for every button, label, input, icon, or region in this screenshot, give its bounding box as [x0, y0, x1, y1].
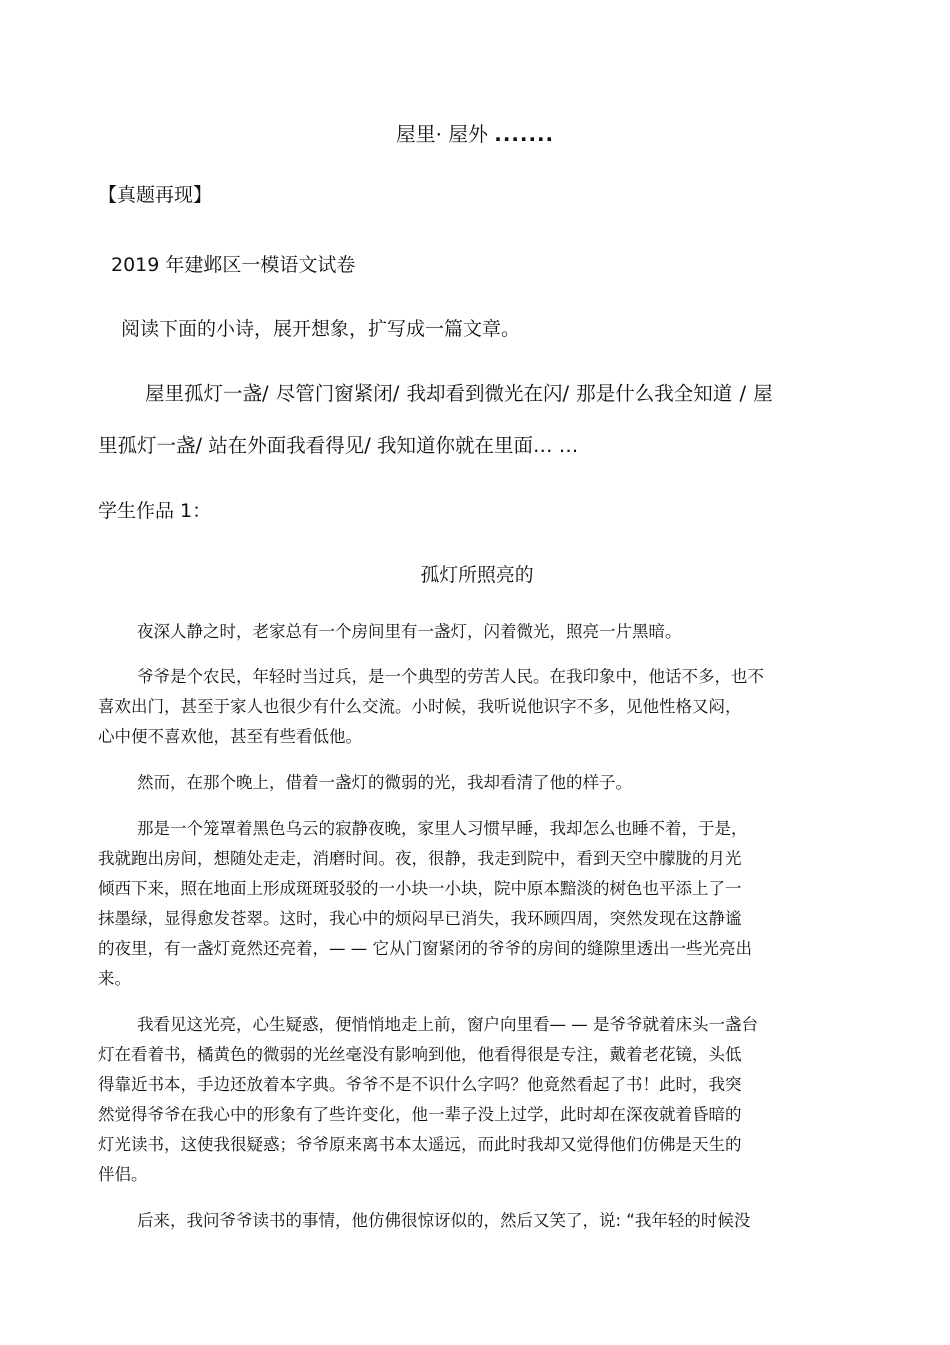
essay-line: 灯光读书，这使我很疑惑；爷爷原来离书本太遥远，而此时我却又觉得他们仿佛是天生的	[98, 1135, 742, 1154]
essay-line: 灯在看着书，橘黄色的微弱的光丝毫没有影响到他，他看得很是专注，戴着老花镜，头低	[98, 1045, 742, 1064]
essay-line: 那是一个笼罩着黑色乌云的寂静夜晚，家里人习惯早睡，我却怎么也睡不着，于是，	[137, 819, 748, 838]
essay-line: 我看见这光亮，心生疑惑，便悄悄地走上前，窗户向里看— — 是爷爷就着床头一盏台	[137, 1015, 758, 1034]
student-work-label: 学生作品 1：	[98, 500, 212, 522]
instruction: 阅读下面的小诗，展开想象，扩写成一篇文章。	[121, 318, 521, 340]
essay-title: 孤灯所照亮的	[420, 564, 534, 586]
poem-line: 里孤灯一盏/ 站在外面我看得见/ 我知道你就在里面… …	[98, 434, 579, 457]
essay-line: 后来，我问爷爷读书的事情，他仿佛很惊讶似的，然后又笑了，说: “我年轻的时候没	[137, 1211, 751, 1230]
essay-line: 的夜里，有一盏灯竟然还亮着，— — 它从门窗紧闭的爷爷的房间的缝隙里透出一些光亮出	[98, 939, 752, 958]
essay-line: 爷爷是个农民，年轻时当过兵，是一个典型的劳苦人民。在我印象中，他话不多，也不	[137, 667, 764, 686]
section-label: 【真题再现】	[98, 184, 213, 206]
document-title	[0, 118, 950, 147]
poem-line: 屋里孤灯一盏/ 尽管门窗紧闭/ 我却看到微光在闪/ 那是什么我全知道 / 屋	[145, 382, 773, 405]
essay-line: 来。	[98, 969, 131, 988]
essay-line: 得靠近书本，手边还放着本字典。爷爷不是不识什么字吗？他竟然看起了书！此时，我突	[98, 1075, 742, 1094]
essay-line: 我就跑出房间，想随处走走，消磨时间。夜，很静，我走到院中，看到天空中朦胧的月光	[98, 849, 742, 868]
essay-line: 喜欢出门，甚至于家人也很少有什么交流。小时候，我听说他识字不多，见他性格又闷，	[98, 697, 742, 716]
exam-source: 2019 年建邺区一模语文试卷	[111, 254, 356, 276]
essay-line: 夜深人静之时，老家总有一个房间里有一盏灯，闪着微光，照亮一片黑暗。	[137, 622, 682, 641]
essay-line: 倾西下来，照在地面上形成斑斑驳驳的一小块一小块，院中原本黯淡的树色也平添上了一	[98, 879, 742, 898]
essay-line: 然觉得爷爷在我心中的形象有了些许变化，他一辈子没上过学，此时却在深夜就着昏暗的	[98, 1105, 742, 1124]
essay-line: 抹墨绿，显得愈发苍翠。这时，我心中的烦闷早已消失，我环顾四周，突然发现在这静谧	[98, 909, 742, 928]
essay-line: 伴侣。	[98, 1165, 148, 1184]
title-text: 屋里· 屋外	[395, 123, 495, 146]
essay-line: 然而，在那个晚上，借着一盏灯的微弱的光，我却看清了他的样子。	[137, 773, 632, 792]
essay-line: 心中便不喜欢他，甚至有些看低他。	[98, 727, 362, 746]
title-ellipsis: .......	[494, 123, 555, 146]
